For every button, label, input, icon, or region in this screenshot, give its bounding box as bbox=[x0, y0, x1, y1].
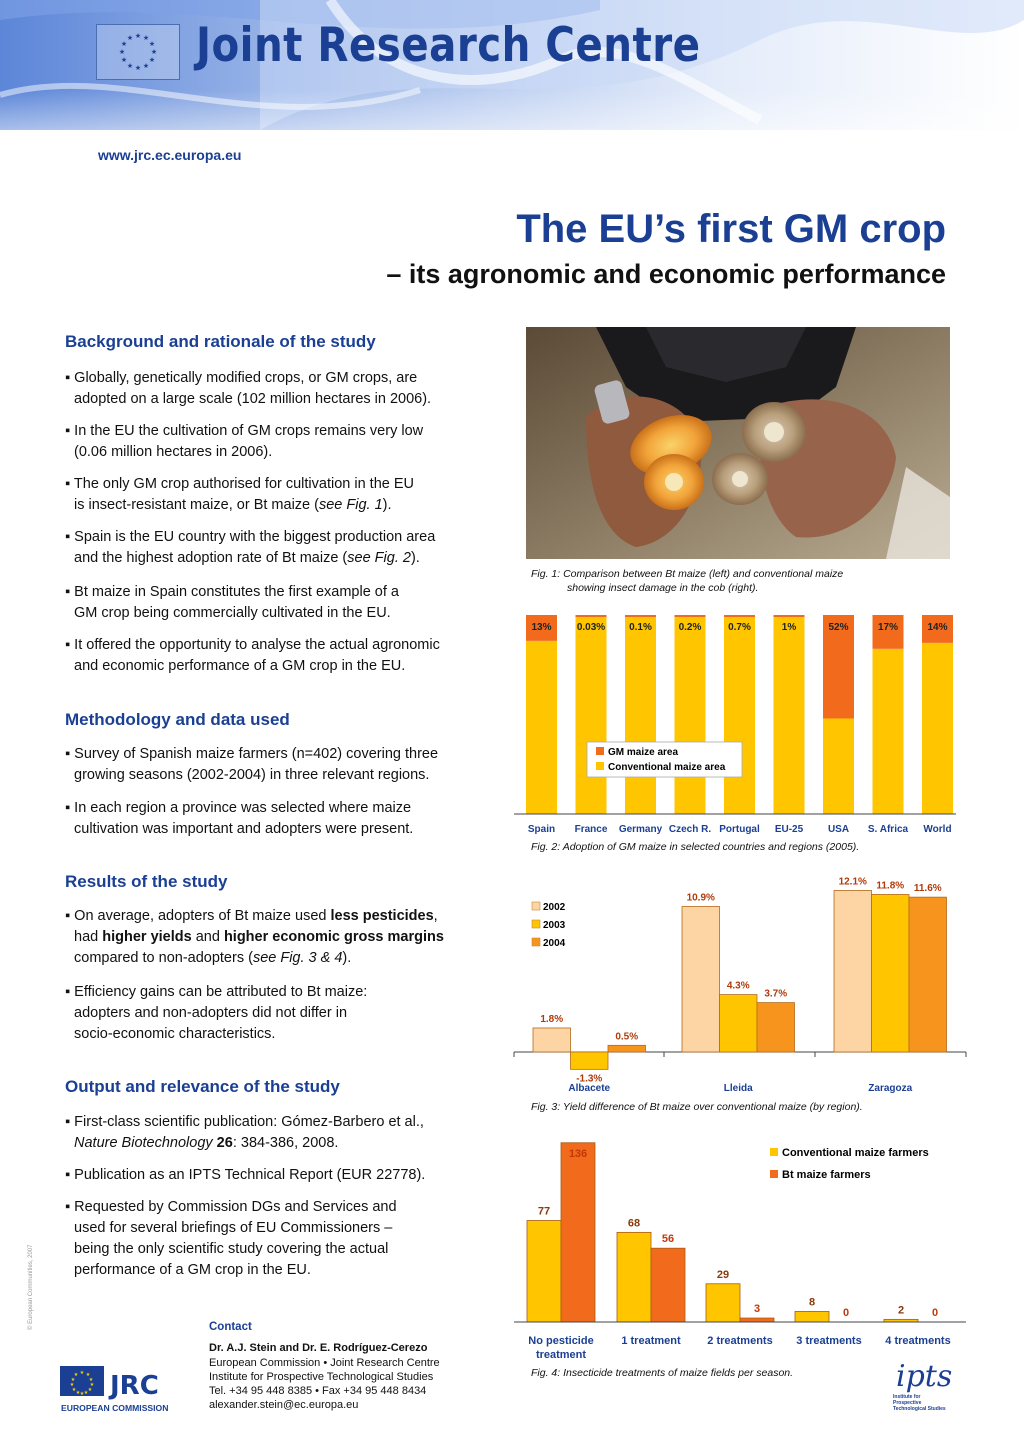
contact-names: Dr. A.J. Stein and Dr. E. Rodríguez-Cerezo bbox=[209, 1342, 428, 1354]
text: ). bbox=[382, 497, 392, 513]
bar-2004 bbox=[757, 1003, 795, 1052]
svg-text:★: ★ bbox=[73, 1372, 79, 1378]
bullet bbox=[65, 982, 505, 1045]
svg-text:★: ★ bbox=[126, 62, 134, 70]
bar-2002 bbox=[682, 906, 720, 1052]
bar-gm bbox=[774, 615, 805, 617]
svg-text:★: ★ bbox=[70, 1377, 76, 1383]
category-label: 4 treatments bbox=[885, 1335, 951, 1347]
bullet bbox=[65, 527, 505, 569]
eu-flag-logo bbox=[96, 24, 180, 80]
bullet bbox=[65, 582, 505, 624]
ipts-sub: Technological Studies bbox=[893, 1406, 946, 1412]
svg-text:★: ★ bbox=[134, 32, 142, 40]
category-label: 3 treatments bbox=[796, 1335, 862, 1347]
svg-text:★: ★ bbox=[126, 34, 134, 42]
bar-conventional bbox=[675, 617, 706, 814]
figure-2-caption: Fig. 2: Adoption of GM maize in selected countries and regions (2005). bbox=[531, 841, 860, 853]
text: ). bbox=[342, 950, 352, 966]
section-heading-output: Output and relevance of the study bbox=[65, 1077, 340, 1096]
bullet-line bbox=[65, 927, 505, 948]
bullet-line: ▪ In each region a province was selected where maize bbox=[65, 800, 412, 816]
bar-2003 bbox=[720, 995, 758, 1052]
category-label: World bbox=[923, 824, 952, 835]
contact-heading: Contact bbox=[209, 1321, 252, 1333]
bullet-line: ▪ Globally, genetically modified crops, or GM crops, are bbox=[65, 370, 418, 386]
data-label: 13% bbox=[531, 622, 552, 633]
bar-2004 bbox=[608, 1045, 646, 1052]
legend-swatch-bt bbox=[770, 1170, 778, 1178]
svg-text:★: ★ bbox=[83, 1390, 89, 1396]
bar-conventional bbox=[922, 643, 953, 814]
data-label: 56 bbox=[661, 1233, 675, 1246]
bar-bt-maize-farmers bbox=[561, 1143, 595, 1322]
ipts-logo bbox=[890, 1358, 954, 1416]
figure-2-chart bbox=[510, 604, 960, 838]
poster-title: The EU’s first GM crop bbox=[516, 207, 946, 251]
svg-text:★: ★ bbox=[118, 48, 126, 56]
svg-text:★: ★ bbox=[148, 40, 156, 48]
svg-text:★: ★ bbox=[88, 1377, 94, 1383]
data-label: 0.2% bbox=[678, 622, 702, 633]
figure-1-caption-cont: showing insect damage in the cob (right). bbox=[567, 582, 759, 594]
data-label: 10.9% bbox=[686, 892, 715, 904]
category-label: USA bbox=[827, 824, 850, 835]
figure-4-caption: Fig. 4: Insecticide treatments of maize fields per season. bbox=[531, 1367, 794, 1379]
data-label: 52% bbox=[828, 622, 849, 633]
text: compared to non-adopters ( bbox=[74, 950, 253, 966]
bullet-line: ▪ Bt maize in Spain constitutes the first example of a bbox=[65, 584, 399, 600]
data-label: 29 bbox=[716, 1268, 730, 1281]
text: ). bbox=[410, 550, 420, 566]
figure-reference: see Fig. 3 & 4 bbox=[252, 950, 343, 966]
svg-text:★: ★ bbox=[142, 62, 150, 70]
bullet-line bbox=[65, 948, 505, 969]
bar-conventional bbox=[625, 617, 656, 814]
bar-conventional-maize-farmers bbox=[527, 1221, 561, 1322]
svg-text:★: ★ bbox=[79, 1391, 85, 1397]
bar-2003 bbox=[872, 894, 910, 1052]
data-label: 1% bbox=[781, 622, 797, 633]
legend-swatch-2002 bbox=[532, 902, 540, 910]
bar-conventional-maize-farmers bbox=[617, 1232, 651, 1322]
bullet bbox=[65, 798, 505, 840]
bullet bbox=[65, 1165, 505, 1186]
data-label: 77 bbox=[537, 1205, 551, 1218]
legend-label: 2004 bbox=[543, 938, 566, 949]
data-label: 0.7% bbox=[728, 622, 751, 633]
bar-conventional-maize-farmers bbox=[795, 1311, 829, 1322]
bullet-line bbox=[65, 495, 505, 516]
bar-2003 bbox=[571, 1052, 609, 1069]
bullet bbox=[65, 421, 505, 463]
data-label: 3 bbox=[753, 1303, 761, 1316]
bar-gm bbox=[724, 615, 755, 617]
bullet-line: (0.06 million hectares in 2006). bbox=[74, 444, 273, 460]
data-label: -1.3% bbox=[576, 1073, 603, 1085]
copyright-notice: © European Communities, 2007 bbox=[28, 1244, 34, 1330]
organization-name: Joint Research Centre bbox=[196, 18, 701, 73]
emphasis: higher yields bbox=[102, 929, 192, 945]
bar-conventional-maize-farmers bbox=[706, 1284, 740, 1322]
jrc-ec-logo bbox=[60, 1364, 172, 1414]
bar-conventional bbox=[823, 718, 854, 814]
bullet-line: used for several briefings of EU Commissioners – bbox=[74, 1220, 393, 1236]
bullet-line: adopted on a large scale (102 million hectares in 2006). bbox=[74, 391, 432, 407]
contact-line: Tel. +34 95 448 8385 • Fax +34 95 448 8434 bbox=[209, 1385, 427, 1397]
legend-swatch-conventional bbox=[596, 762, 604, 770]
data-label: 12.1% bbox=[838, 876, 867, 888]
chart-legend bbox=[587, 742, 742, 777]
bar-2004 bbox=[909, 897, 947, 1052]
emphasis: higher economic gross margins bbox=[223, 929, 444, 945]
bullet-line: ▪ Requested by Commission DGs and Services and bbox=[65, 1199, 397, 1215]
category-label: Czech R. bbox=[668, 824, 712, 835]
svg-text:★: ★ bbox=[87, 1387, 93, 1393]
legend-label: Conventional maize area bbox=[608, 762, 726, 773]
bullet-line: ▪ First-class scientific publication: Gómez-Barbero et al., bbox=[65, 1114, 424, 1130]
jrc-logo-text: JRC bbox=[110, 1371, 159, 1401]
bullet bbox=[65, 1197, 505, 1281]
bullet-line: GM crop being commercially cultivated in the EU. bbox=[74, 605, 391, 621]
svg-text:★: ★ bbox=[85, 1372, 91, 1378]
poster-subtitle: – its agronomic and economic performance bbox=[386, 259, 946, 289]
data-label: 0 bbox=[931, 1307, 939, 1319]
svg-text:★: ★ bbox=[69, 1382, 75, 1388]
category-label: Lleida bbox=[723, 1083, 753, 1094]
data-label: 0 bbox=[842, 1307, 850, 1319]
text: is insect-resistant maize, or Bt maize ( bbox=[74, 497, 319, 513]
svg-text:★: ★ bbox=[142, 34, 150, 42]
figure-3-caption: Fig. 3: Yield difference of Bt maize over conventional maize (by region). bbox=[531, 1101, 863, 1113]
text: ▪ On average, adopters of Bt maize used bbox=[65, 908, 331, 924]
contact-line: Institute for Prospective Technological Studies bbox=[209, 1371, 434, 1383]
bullet-line: ▪ Publication as an IPTS Technical Report (EUR 22778). bbox=[65, 1167, 426, 1183]
legend-label: Conventional maize farmers bbox=[782, 1147, 929, 1159]
bullet-line: performance of a GM crop in the EU. bbox=[74, 1262, 311, 1278]
emphasis: less pesticides bbox=[330, 908, 434, 924]
bullet-line: and economic performance of a GM crop in the EU. bbox=[74, 658, 406, 674]
data-label: 2 bbox=[897, 1304, 905, 1317]
data-label: 0.5% bbox=[615, 1031, 639, 1043]
text: and the highest adoption rate of Bt maize ( bbox=[74, 550, 348, 566]
data-label: 11.8% bbox=[876, 880, 905, 892]
bullet bbox=[65, 1112, 505, 1154]
category-label: Portugal bbox=[719, 824, 760, 835]
bar-2002 bbox=[533, 1028, 571, 1052]
bullet-line: ▪ In the EU the cultivation of GM crops remains very low bbox=[65, 423, 424, 439]
legend-label: Bt maize farmers bbox=[782, 1169, 871, 1181]
legend-swatch-gm bbox=[596, 747, 604, 755]
data-label: 0.03% bbox=[576, 622, 606, 633]
data-label: 1.8% bbox=[540, 1013, 564, 1025]
legend-label: GM maize area bbox=[608, 747, 679, 758]
category-label: 1 treatment bbox=[621, 1335, 681, 1347]
data-label: 8 bbox=[808, 1296, 816, 1309]
bullet-line: ▪ It offered the opportunity to analyse the actual agronomic bbox=[65, 637, 440, 653]
svg-text:★: ★ bbox=[134, 64, 142, 72]
data-label: 136 bbox=[568, 1147, 588, 1160]
svg-text:★: ★ bbox=[79, 1370, 85, 1376]
category-label: France bbox=[574, 824, 608, 835]
data-label: 14% bbox=[927, 622, 948, 633]
data-label: 4.3% bbox=[726, 980, 750, 992]
bullet-line: cultivation was important and adopters were present. bbox=[74, 821, 414, 837]
bar-conventional bbox=[774, 617, 805, 814]
bullet-line: ▪ Spain is the EU country with the biggest production area bbox=[65, 529, 436, 545]
svg-text:★: ★ bbox=[71, 1387, 77, 1393]
volume: 26 bbox=[212, 1135, 233, 1151]
bar-gm bbox=[675, 615, 706, 617]
category-label: No pesticide bbox=[528, 1335, 594, 1347]
bullet-line bbox=[65, 906, 505, 927]
svg-text:★: ★ bbox=[89, 1382, 95, 1388]
bullet bbox=[65, 368, 505, 410]
legend-swatch-2004 bbox=[532, 938, 540, 946]
category-label: Zaragoza bbox=[868, 1083, 913, 1094]
bullet-line bbox=[65, 548, 505, 569]
journal-name: Nature Biotechnology bbox=[74, 1135, 213, 1151]
text: , bbox=[433, 908, 438, 924]
category-label: S. Africa bbox=[867, 824, 909, 835]
svg-text:★: ★ bbox=[148, 56, 156, 64]
category-label: Germany bbox=[618, 824, 663, 835]
bar-bt-maize-farmers bbox=[740, 1318, 774, 1322]
contact-line: European Commission • Joint Research Centre bbox=[209, 1357, 440, 1369]
legend-label: 2003 bbox=[543, 920, 566, 931]
section-heading-results: Results of the study bbox=[65, 872, 228, 891]
chart-legend bbox=[532, 902, 566, 949]
legend-swatch-conventional bbox=[770, 1148, 778, 1156]
bullet-line: growing seasons (2002-2004) in three relevant regions. bbox=[74, 767, 430, 783]
data-label: 0.1% bbox=[629, 622, 652, 633]
data-label: 17% bbox=[877, 622, 899, 633]
ipts-logo-text: ipts bbox=[896, 1359, 953, 1394]
figure-4-chart bbox=[510, 1128, 970, 1368]
bar-conventional bbox=[576, 617, 607, 814]
bar-2002 bbox=[834, 890, 872, 1052]
section-heading-background: Background and rationale of the study bbox=[65, 332, 376, 351]
category-label: EU-25 bbox=[774, 824, 804, 835]
text: and bbox=[191, 929, 224, 945]
figure-reference: see Fig. 2 bbox=[347, 550, 411, 566]
bullet bbox=[65, 635, 505, 677]
chart-legend bbox=[770, 1147, 929, 1181]
website-url[interactable]: www.jrc.ec.europa.eu bbox=[98, 147, 242, 163]
figure-reference: see Fig. 1 bbox=[318, 497, 383, 513]
category-label: 2 treatments bbox=[707, 1335, 773, 1347]
bullet-line: ▪ Survey of Spanish maize farmers (n=402) covering three bbox=[65, 746, 439, 762]
category-label: treatment bbox=[535, 1349, 587, 1361]
bullet-line: adopters and non-adopters did not differ in bbox=[74, 1005, 348, 1021]
ec-logo-text: EUROPEAN COMMISSION bbox=[61, 1403, 169, 1413]
bullet bbox=[65, 906, 505, 969]
ipts-sub: Institute for bbox=[893, 1394, 921, 1400]
svg-text:★: ★ bbox=[120, 40, 128, 48]
figure-1-caption: Fig. 1: Comparison between Bt maize (left) and conventional maize bbox=[531, 568, 844, 580]
bullet-line bbox=[65, 1133, 505, 1154]
text: had bbox=[74, 929, 103, 945]
bullet-line: socio-economic characteristics. bbox=[74, 1026, 276, 1042]
legend-label: 2002 bbox=[543, 902, 566, 913]
legend-swatch-2003 bbox=[532, 920, 540, 928]
category-label: Spain bbox=[527, 824, 556, 835]
bar-conventional bbox=[873, 649, 904, 814]
svg-text:★: ★ bbox=[75, 1390, 81, 1396]
bullet-line: ▪ The only GM crop authorised for cultivation in the EU bbox=[65, 476, 415, 492]
eu-stars-icon bbox=[97, 25, 179, 79]
maize-photo bbox=[526, 327, 950, 559]
svg-text:★: ★ bbox=[150, 48, 158, 56]
text: : 384-386, 2008. bbox=[232, 1135, 339, 1151]
bar-conventional bbox=[526, 641, 557, 814]
bullet bbox=[65, 474, 505, 516]
data-label: 68 bbox=[627, 1217, 641, 1230]
category-label: Albacete bbox=[568, 1083, 611, 1094]
bar-conventional bbox=[724, 617, 755, 814]
svg-text:★: ★ bbox=[120, 56, 128, 64]
bar-bt-maize-farmers bbox=[651, 1248, 685, 1322]
bullet-line: being the only scientific study covering the actual bbox=[74, 1241, 389, 1257]
ipts-sub: Prospective bbox=[893, 1400, 922, 1406]
bullet-line: ▪ Efficiency gains can be attributed to Bt maize: bbox=[65, 984, 368, 1000]
figure-3-chart bbox=[510, 860, 970, 1100]
bar-gm bbox=[576, 615, 607, 617]
bar-gm bbox=[625, 615, 656, 617]
contact-email[interactable]: alexander.stein@ec.europa.eu bbox=[209, 1399, 359, 1411]
bullet bbox=[65, 744, 505, 786]
section-heading-methodology: Methodology and data used bbox=[65, 710, 290, 729]
data-label: 3.7% bbox=[764, 988, 788, 1000]
data-label: 11.6% bbox=[913, 883, 942, 895]
